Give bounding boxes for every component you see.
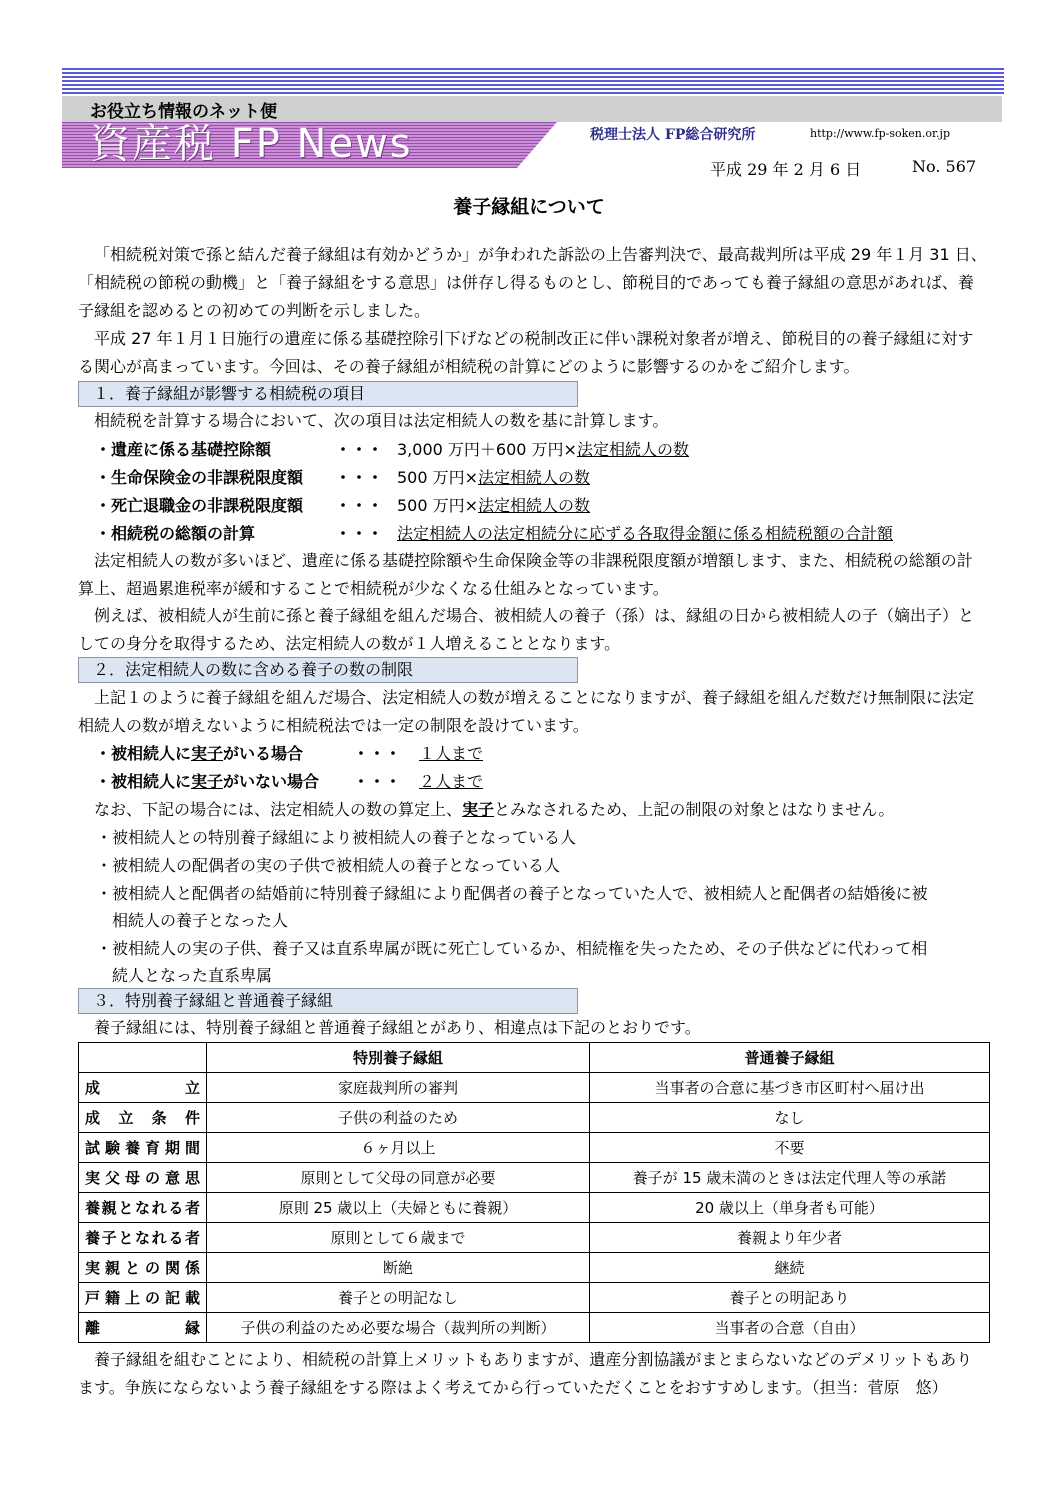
table-row	[79, 1253, 990, 1283]
table-row	[79, 1193, 990, 1223]
table-cell: 当事者の合意（自由）	[590, 1313, 990, 1343]
table-header-cell	[79, 1043, 207, 1073]
list-item: ・被相続人に実子がいない場合 ・・・ ２人まで	[95, 772, 484, 791]
table-cell: 子供の利益のため必要な場合（裁判所の判断）	[207, 1313, 590, 1343]
table-cell: なし	[590, 1103, 990, 1133]
table-cell: 当事者の合意に基づき市区町村へ届け出	[590, 1073, 990, 1103]
list-item: ・被相続人の配偶者の実の子供で被相続人の養子となっている人	[96, 856, 561, 875]
firm-name: 税理士法人 FP総合研究所	[590, 127, 756, 143]
section3-lead: 養子縁組には、特別養子縁組と普通養子縁組とがあり、相違点は下記のとおりです。	[94, 1018, 701, 1037]
closing-paragraph: 養子縁組を組むことにより、相続税の計算上メリットもありますが、遺産分割協議がまとまらないなどのデメリットもあります。争族にならないよう養子縁組をする際はよく考えてから行っていただくことをおすすめします。（担当：菅原 悠）	[78, 1350, 973, 1397]
table-cell: 原則として６歳まで	[207, 1223, 590, 1253]
table-cell: ６ヶ月以上	[207, 1133, 590, 1163]
table-row	[79, 1283, 990, 1313]
row-label: 養親となれる者	[79, 1193, 207, 1223]
newsletter-title: 資産税 FP News	[90, 121, 413, 167]
section1-paragraph-1: 法定相続人の数が多いほど、遺産に係る基礎控除額や生命保険金等の非課税限度額が増額します、また、相続税の総額の計算上、超過累進税率が緩和することで相続税が少なくなる仕組みとなっています。	[78, 551, 973, 598]
table-row	[79, 1133, 990, 1163]
table-row	[79, 1163, 990, 1193]
table-row	[79, 1103, 990, 1133]
table-row	[79, 1223, 990, 1253]
comparison-table	[78, 1042, 990, 1343]
list-item-continued: 続人となった直系卑属	[112, 966, 273, 985]
list-item: ・被相続人に実子がいる場合 ・・・ １人まで	[95, 744, 484, 763]
section-heading-3: ３．特別養子縁組と普通養子縁組	[78, 988, 578, 1014]
list-item-continued: 相続人の養子となった人	[112, 911, 289, 930]
list-item: ・相続税の総額の計算 ・・・ 法定相続人の法定相続分に応ずる各取得金額に係る相続税額の合計額	[95, 524, 894, 543]
table-header-cell: 特別養子縁組	[207, 1043, 590, 1073]
table-cell: 養親より年少者	[590, 1223, 990, 1253]
table-cell: 家庭裁判所の審判	[207, 1073, 590, 1103]
issue-number: No. 567	[912, 157, 977, 176]
table-header-row	[79, 1043, 990, 1073]
list-item: ・被相続人の実の子供、養子又は直系卑属が既に死亡しているか、相続権を失ったため、その子供などに代わって相	[96, 939, 928, 958]
row-label: 離 縁	[79, 1313, 207, 1343]
table-cell: 養子との明記あり	[590, 1283, 990, 1313]
section2-note: なお、下記の場合には、法定相続人の数の算定上、実子とみなされるため、上記の制限の対象とはなりません。	[94, 800, 895, 819]
list-item: ・被相続人との特別養子縁組により被相続人の養子となっている人	[96, 828, 577, 847]
list-item: ・生命保険金の非課税限度額 ・・・ 500 万円×法定相続人の数	[95, 468, 591, 487]
section-heading-1: １．養子縁組が影響する相続税の項目	[78, 381, 578, 407]
section2-lead: 上記１のように養子縁組を組んだ場合、法定相続人の数が増えることになりますが、養子縁組を組んだ数だけ無制限に法定相続人の数が増えないように相続税法では一定の制限を設けています。	[78, 688, 975, 735]
table-cell: 断絶	[207, 1253, 590, 1283]
table-cell: 養子が 15 歳未満のときは法定代理人等の承諾	[590, 1163, 990, 1193]
row-label: 戸籍上の記載	[79, 1283, 207, 1313]
table-header-cell: 普通養子縁組	[590, 1043, 990, 1073]
table-cell: 子供の利益のため	[207, 1103, 590, 1133]
intro-paragraph-1: 「相続税対策で孫と結んだ養子縁組は有効かどうか」が争われた訴訟の上告審判決で、最高裁判所は平成 29 年１月 31 日、「相続税の節税の動機」と「養子縁組をする意思」は併存し得るものとし、節税目的であっても養子縁組の意思があれば、養子縁組を認めるとの初めての判断を示しました。	[78, 245, 987, 320]
firm-url[interactable]: http://www.fp-soken.or.jp	[810, 127, 950, 140]
table-row	[79, 1313, 990, 1343]
list-item: ・死亡退職金の非課税限度額 ・・・ 500 万円×法定相続人の数	[95, 496, 591, 515]
table-cell: 養子との明記なし	[207, 1283, 590, 1313]
table-cell: 原則 25 歳以上（夫婦ともに養親）	[207, 1193, 590, 1223]
section1-paragraph-2: 例えば、被相続人が生前に孫と養子縁組を組んだ場合、被相続人の養子（孫）は、縁組の日から被相続人の子（嫡出子）としての身分を取得するため、法定相続人の数が１人増えることとなります。	[78, 606, 975, 653]
section1-lead: 相続税を計算する場合において、次の項目は法定相続人の数を基に計算します。	[94, 411, 669, 430]
list-item: ・遺産に係る基礎控除額 ・・・ 3,000 万円＋600 万円×法定相続人の数	[95, 440, 689, 459]
header-stripes	[62, 68, 1004, 96]
row-label: 成 立	[79, 1073, 207, 1103]
row-label: 成立条件	[79, 1103, 207, 1133]
list-item: ・被相続人と配偶者の結婚前に特別養子縁組により配偶者の養子となっていた人で、被相続人と配偶者の結婚後に被	[96, 884, 928, 903]
tagline: お役立ち情報のネット便	[90, 102, 277, 122]
table-row	[79, 1073, 990, 1103]
table-cell: 不要	[590, 1133, 990, 1163]
issue-date: 平成 29 年 2 月 6 日	[710, 160, 862, 179]
table-cell: 20 歳以上（単身者も可能）	[590, 1193, 990, 1223]
section-heading-2: ２．法定相続人の数に含める養子の数の制限	[78, 657, 578, 683]
table-cell: 原則として父母の同意が必要	[207, 1163, 590, 1193]
intro-paragraph-2: 平成 27 年１月１日施行の遺産に係る基礎控除引下げなどの税制改正に伴い課税対象者が増え、節税目的の養子縁組に対する関心が高まっています。今回は、その養子縁組が相続税の計算にどのように影響するのかをご紹介します。	[78, 329, 974, 376]
row-label: 実親との関係	[79, 1253, 207, 1283]
row-label: 実父母の意思	[79, 1163, 207, 1193]
table-cell: 継続	[590, 1253, 990, 1283]
row-label: 養子となれる者	[79, 1223, 207, 1253]
page-title: 養子縁組について	[453, 196, 605, 218]
row-label: 試験養育期間	[79, 1133, 207, 1163]
